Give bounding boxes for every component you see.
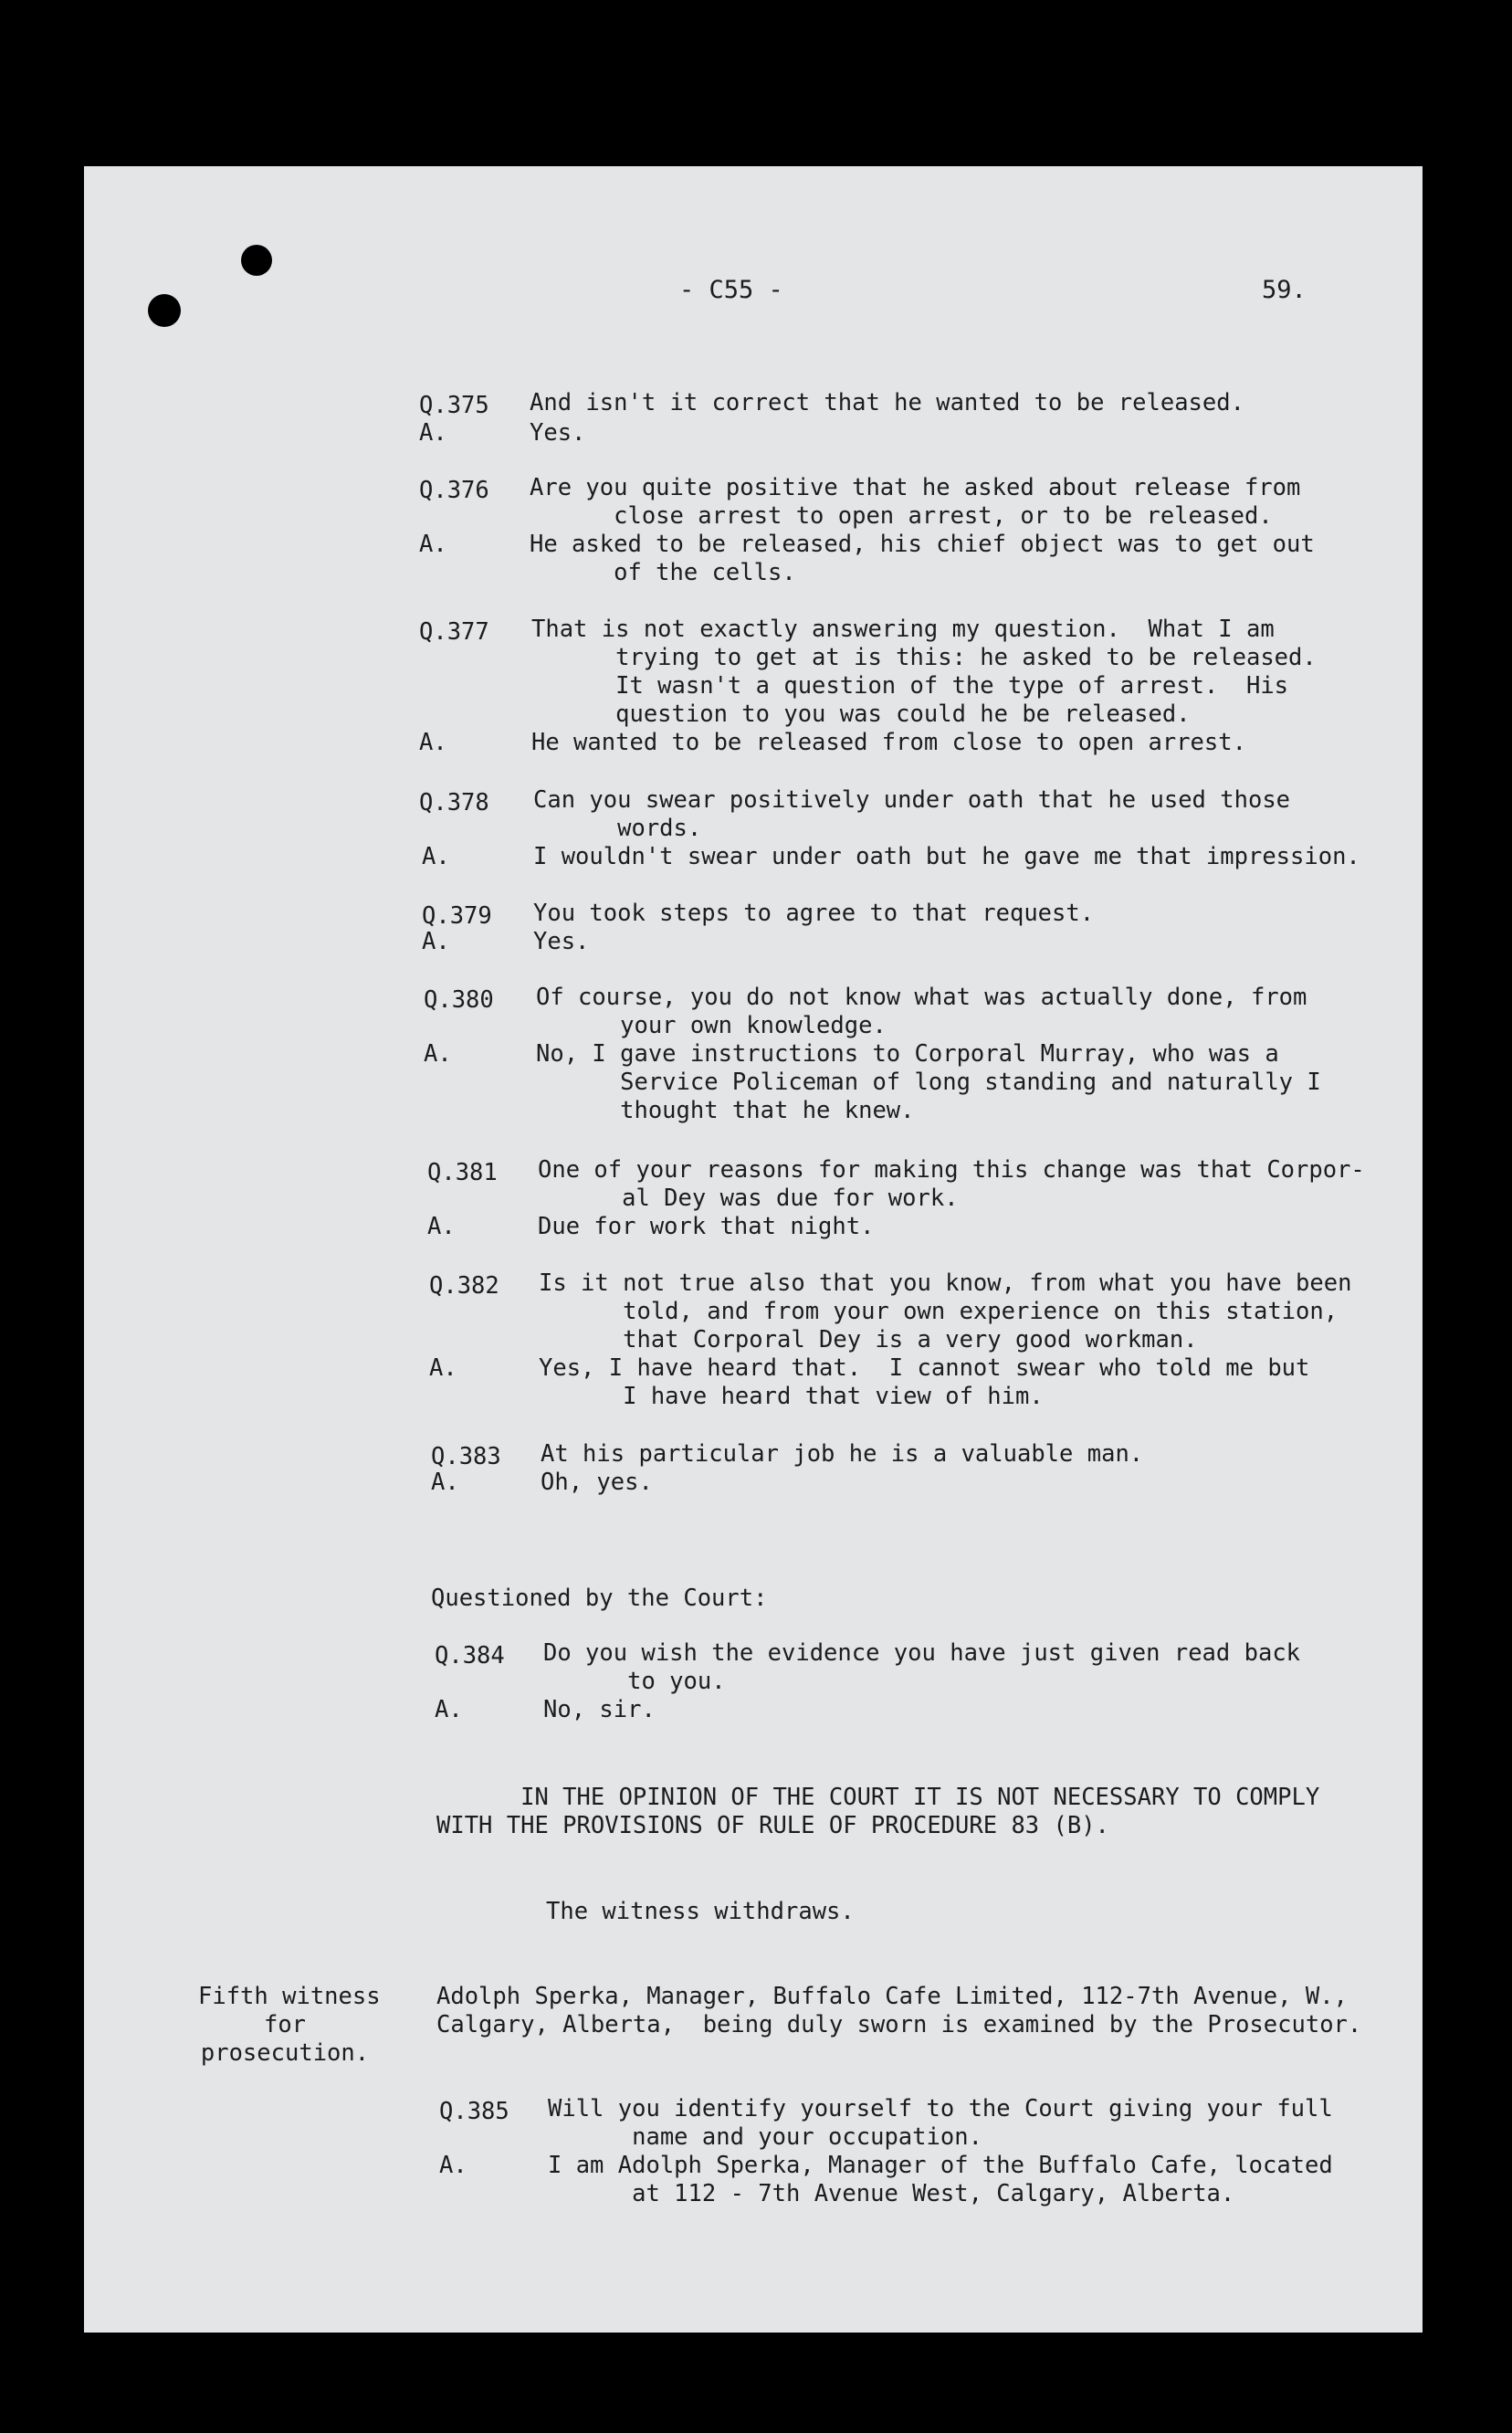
qa-label: Q.382 <box>429 1272 499 1300</box>
qa-text: And isn't it correct that he wanted to be released. <box>530 389 1244 416</box>
punch-hole <box>241 245 272 276</box>
qa-text: at 112 - 7th Avenue West, Calgary, Alberta. <box>548 2180 1235 2207</box>
document-page <box>84 166 1423 2333</box>
qa-label: A. <box>419 531 447 558</box>
qa-text: close arrest to open arrest, or to be released. <box>530 502 1273 530</box>
witness-withdraws: The witness withdraws. <box>546 1898 855 1925</box>
qa-text: of the cells. <box>530 559 796 586</box>
qa-text: thought that he knew. <box>536 1097 915 1124</box>
witness-intro: Calgary, Alberta, being duly sworn is examined by the Prosecutor. <box>436 2011 1362 2038</box>
qa-text: I wouldn't swear under oath but he gave me that impression. <box>533 843 1360 870</box>
qa-text: question to you was could he be released. <box>531 700 1191 728</box>
qa-label: Q.379 <box>422 902 492 930</box>
qa-text: name and your occupation. <box>548 2123 982 2151</box>
qa-label: A. <box>431 1469 459 1496</box>
qa-text: Is it not true also that you know, from what you have been <box>539 1269 1352 1297</box>
qa-label: A. <box>422 843 450 870</box>
qa-text: I have heard that view of him. <box>539 1383 1044 1410</box>
punch-hole <box>148 294 181 327</box>
qa-text: Yes. <box>533 928 590 955</box>
qa-text: It wasn't a question of the type of arrest. His <box>531 672 1289 700</box>
margin-label-line: for <box>263 2011 307 2038</box>
qa-label: A. <box>424 1040 452 1068</box>
qa-text: your own knowledge. <box>536 1012 887 1039</box>
qa-text: Yes. <box>530 419 586 447</box>
court-opinion-line: WITH THE PROVISIONS OF RULE OF PROCEDURE 83 (B). <box>436 1812 1109 1839</box>
qa-text: No, sir. <box>543 1696 656 1723</box>
qa-label: A. <box>427 1213 456 1240</box>
qa-label: Q.381 <box>427 1159 498 1186</box>
qa-text: al Dey was due for work. <box>538 1185 959 1212</box>
qa-text: to you. <box>543 1668 726 1695</box>
qa-label: Q.375 <box>419 392 489 419</box>
qa-text: He wanted to be released from close to open arrest. <box>531 729 1246 756</box>
qa-label: A. <box>429 1354 457 1382</box>
qa-text: words. <box>533 815 702 842</box>
qa-label: Q.378 <box>419 789 489 816</box>
qa-label: A. <box>422 928 450 955</box>
qa-text: Do you wish the evidence you have just given read back <box>543 1639 1301 1667</box>
qa-text: trying to get at is this: he asked to be released. <box>531 644 1317 671</box>
qa-label: Q.380 <box>424 986 494 1014</box>
qa-text: One of your reasons for making this change was that Corpor- <box>538 1156 1365 1184</box>
qa-label: Q.377 <box>419 618 489 646</box>
qa-text: I am Adolph Sperka, Manager of the Buffalo Cafe, located <box>548 2152 1333 2179</box>
court-heading: Questioned by the Court: <box>431 1585 768 1612</box>
qa-text: At his particular job he is a valuable man. <box>541 1440 1144 1468</box>
qa-label: Q.385 <box>439 2098 509 2125</box>
qa-label: Q.376 <box>419 477 489 504</box>
qa-text: that Corporal Dey is a very good workman. <box>539 1326 1198 1353</box>
witness-intro: Adolph Sperka, Manager, Buffalo Cafe Limited, 112-7th Avenue, W., <box>436 1983 1348 2010</box>
qa-label: A. <box>435 1696 463 1723</box>
qa-text: That is not exactly answering my question. What I am <box>531 616 1275 643</box>
margin-label-line: Fifth witness <box>198 1983 381 2010</box>
qa-text: Are you quite positive that he asked about release from <box>530 474 1301 501</box>
qa-text: Due for work that night. <box>538 1213 875 1240</box>
qa-label: A. <box>419 729 447 756</box>
qa-text: You took steps to agree to that request. <box>533 900 1095 927</box>
qa-text: Service Policeman of long standing and naturally I <box>536 1069 1321 1096</box>
qa-text: Yes, I have heard that. I cannot swear who told me but <box>539 1354 1310 1382</box>
qa-text: No, I gave instructions to Corporal Murray, who was a <box>536 1040 1279 1068</box>
qa-text: told, and from your own experience on this station, <box>539 1298 1339 1325</box>
page-number: 59. <box>1262 276 1307 304</box>
qa-label: Q.383 <box>431 1443 501 1470</box>
qa-label: A. <box>419 419 447 447</box>
qa-text: Oh, yes. <box>541 1469 653 1496</box>
margin-label-line: prosecution. <box>200 2039 370 2067</box>
qa-text: Of course, you do not know what was actually done, from <box>536 984 1307 1011</box>
page-header-center: - C55 - <box>679 276 783 304</box>
qa-label: A. <box>439 2152 467 2179</box>
qa-text: Will you identify yourself to the Court giving your full <box>548 2095 1333 2122</box>
qa-text: Can you swear positively under oath that he used those <box>533 786 1291 814</box>
qa-text: He asked to be released, his chief object was to get out <box>530 531 1315 558</box>
qa-label: Q.384 <box>435 1642 505 1669</box>
court-opinion-line: IN THE OPINION OF THE COURT IT IS NOT NECESSARY TO COMPLY <box>436 1784 1320 1811</box>
